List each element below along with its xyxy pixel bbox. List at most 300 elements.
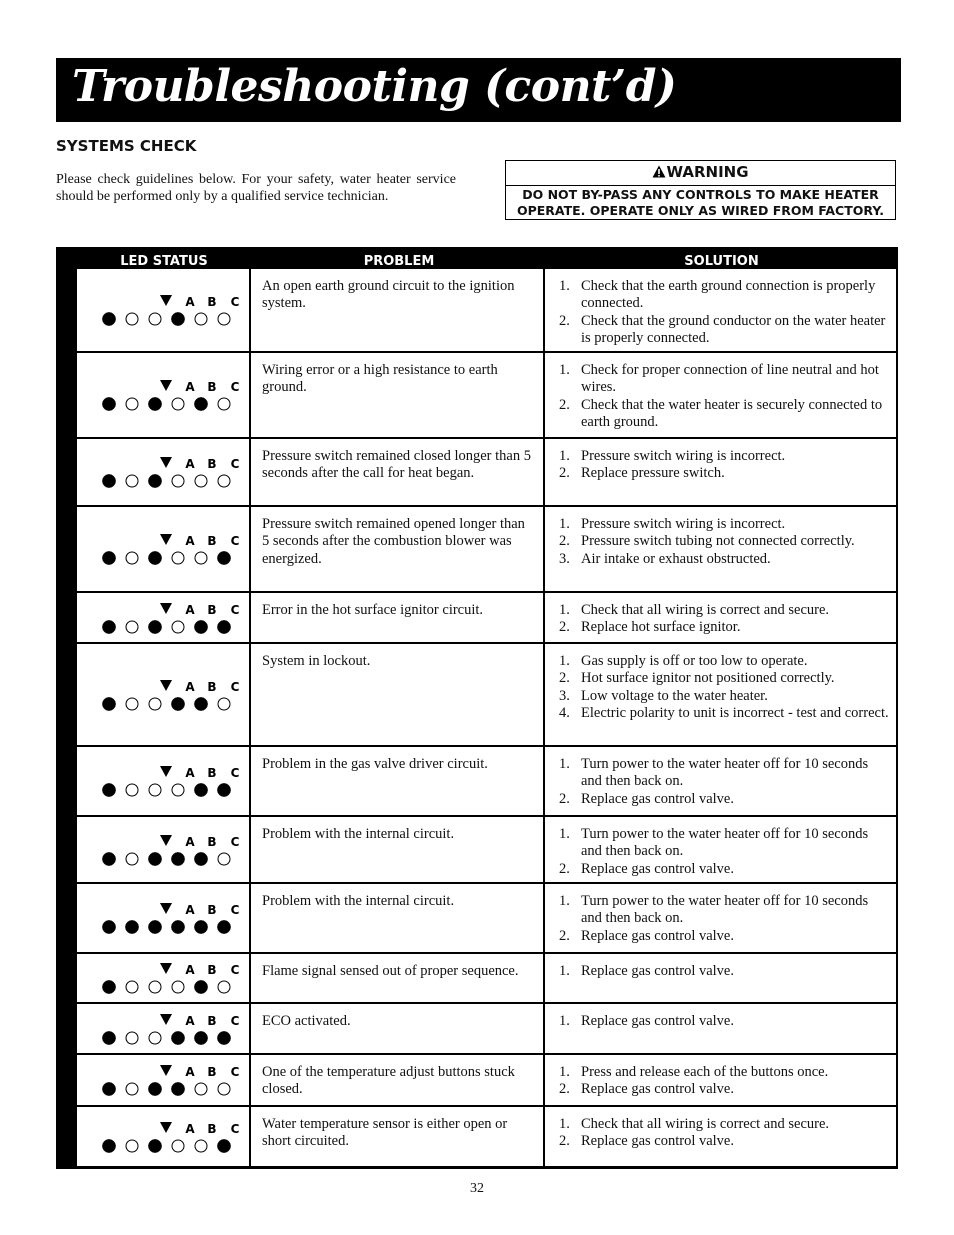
solution-number: 2. [559,927,570,944]
troubleshooting-table [56,247,898,1169]
led-letter-a: A [185,680,195,694]
led-letter-b: B [207,1014,217,1028]
led-letter-c: C [230,603,240,617]
led-on [171,1082,184,1095]
table-row [77,439,896,507]
led-on [148,1082,161,1095]
led-status-cell [77,1055,251,1105]
solution-number: 1. [559,653,570,669]
solution-item [557,313,890,348]
led-off [195,475,207,487]
led-off [172,621,184,633]
down-arrow-icon [160,680,172,691]
led-on [102,474,115,487]
led-off [218,398,230,410]
led-status-cell [77,747,251,815]
led-on [102,980,115,993]
led-on [194,397,207,410]
page-number: 32 [470,1181,484,1196]
led-letter-c: C [230,680,240,694]
led-off [149,784,161,796]
led-off [126,475,138,487]
table-row [77,954,896,1004]
led-letter-a: A [185,457,195,471]
led-on [102,697,115,710]
led-off [126,981,138,993]
led-indicator [97,1063,240,1097]
solution-text: Low voltage to the water heater. [581,687,768,704]
header-solution: SOLUTION [684,254,759,269]
solution-list [557,602,890,637]
solution-list [557,362,890,431]
led-status-cell [77,1107,251,1166]
solution-list [557,826,890,878]
solution-item [557,826,890,861]
down-arrow-icon [160,457,172,468]
table-row [77,644,896,747]
led-off [195,1140,207,1152]
led-letter-a: A [185,603,195,617]
led-diagram [97,1063,240,1097]
problem-cell: Error in the hot surface ignitor circuit. [253,593,545,642]
led-diagram [97,961,240,995]
led-indicator [97,901,240,935]
led-on [102,1031,115,1044]
led-on [102,1139,115,1152]
solution-item [557,1013,890,1030]
section-title: SYSTEMS CHECK [56,137,197,155]
led-status-cell [77,644,251,745]
solution-cell [547,593,896,642]
down-arrow-icon [160,1065,172,1076]
solution-number: 2. [559,1133,570,1150]
led-on [148,920,161,933]
solution-number: 1. [559,826,570,842]
solution-list [557,448,890,483]
table-row [77,1055,896,1107]
solution-text: Replace gas control valve. [581,1013,734,1029]
solution-text: Replace gas control valve. [581,963,734,979]
led-on [217,1139,230,1152]
led-status-cell [77,1004,251,1053]
solution-number: 2. [559,396,570,413]
led-off [126,1032,138,1044]
solution-number: 2. [559,465,570,482]
led-letter-c: C [230,1122,240,1136]
led-letter-a: A [185,380,195,394]
solution-item [557,756,890,791]
led-off [218,1083,230,1095]
solution-list [557,1013,890,1030]
led-off [218,698,230,710]
led-indicator [97,961,240,995]
solution-item [557,619,890,636]
solution-number: 3. [559,687,570,704]
solution-cell [547,269,896,351]
led-on [102,783,115,796]
solution-item [557,688,890,705]
led-status-cell [77,507,251,591]
solution-item [557,397,890,432]
led-on [194,1031,207,1044]
led-off [172,1140,184,1152]
led-diagram [97,601,240,635]
solution-text: Replace gas control valve. [581,1133,734,1150]
led-on [217,620,230,633]
led-on [171,697,184,710]
problem-cell: Problem with the internal circuit. [253,884,545,952]
problem-cell: One of the temperature adjust buttons stuck closed. [253,1055,545,1105]
solution-cell [547,644,896,745]
table-body [77,269,896,1168]
led-status-cell [77,817,251,882]
led-on [194,783,207,796]
warning-triangle-icon [652,165,666,178]
warning-line-2: OPERATE. OPERATE ONLY AS WIRED FROM FACTORY. [516,203,885,218]
solution-number: 1. [559,893,570,909]
solution-item [557,670,890,687]
led-off [126,621,138,633]
title-banner [56,58,901,122]
led-status-cell [77,439,251,505]
solution-text: Check that the earth ground connection is properly connected. [581,278,876,312]
led-indicator [97,833,240,867]
led-status-cell [77,353,251,437]
solution-item [557,791,890,808]
led-off [172,475,184,487]
led-letter-a: A [185,1122,195,1136]
led-status-cell [77,954,251,1002]
led-off [218,853,230,865]
down-arrow-icon [160,380,172,391]
led-off [172,552,184,564]
problem-cell: Flame signal sensed out of proper sequence. [253,954,545,1002]
solution-number: 1. [559,448,570,464]
led-on [217,920,230,933]
led-off [149,698,161,710]
solution-text: Replace hot surface ignitor. [581,619,741,636]
table-row [77,747,896,817]
led-letter-c: C [230,295,240,309]
led-on [102,551,115,564]
led-off [126,1083,138,1095]
led-off [126,698,138,710]
solution-item [557,465,890,482]
led-on [148,551,161,564]
solution-item [557,928,890,945]
solution-list [557,756,890,808]
led-letter-b: B [207,534,217,548]
led-diagram [97,293,240,327]
led-letter-c: C [230,457,240,471]
solution-number: 1. [559,602,570,618]
down-arrow-icon [160,1014,172,1025]
solution-text: Check that all wiring is correct and secure. [581,602,830,618]
solution-item [557,602,890,619]
led-off [126,1140,138,1152]
solution-item [557,893,890,928]
problem-cell: Problem in the gas valve driver circuit. [253,747,545,815]
led-letter-c: C [230,380,240,394]
solution-list [557,653,890,722]
led-indicator [97,601,240,635]
solution-item [557,1064,890,1081]
solution-cell [547,1055,896,1105]
solution-text: Pressure switch tubing not connected correctly. [581,533,855,550]
table-row [77,1004,896,1055]
solution-item [557,705,890,722]
solution-cell [547,884,896,952]
led-letter-c: C [230,903,240,917]
solution-text: Turn power to the water heater off for 10 seconds and then back on. [581,826,869,860]
solution-cell [547,439,896,505]
led-letter-a: A [185,1014,195,1028]
led-letter-b: B [207,1122,217,1136]
led-off [126,853,138,865]
led-letter-a: A [185,963,195,977]
led-letter-a: A [185,766,195,780]
problem-cell: Problem with the internal circuit. [253,817,545,882]
led-diagram [97,1012,240,1046]
problem-cell: System in lockout. [253,644,545,745]
led-on [148,397,161,410]
solution-item [557,861,890,878]
solution-number: 1. [559,516,570,532]
led-letter-a: A [185,903,195,917]
table-row [77,507,896,593]
down-arrow-icon [160,295,172,306]
led-on [194,920,207,933]
solution-item [557,1081,890,1098]
led-letter-a: A [185,1065,195,1079]
down-arrow-icon [160,963,172,974]
led-letter-a: A [185,534,195,548]
led-indicator [97,378,240,412]
solution-number: 1. [559,1064,570,1080]
led-on [102,1082,115,1095]
solution-text: Pressure switch wiring is incorrect. [581,516,786,532]
solution-item [557,516,890,533]
led-diagram [97,455,240,489]
solution-list [557,893,890,945]
led-indicator [97,1012,240,1046]
solution-text: Replace gas control valve. [581,860,734,877]
solution-cell [547,817,896,882]
led-status-cell [77,884,251,952]
problem-cell: Pressure switch remained closed longer than 5 seconds after the call for heat began. [253,439,545,505]
solution-number: 1. [559,278,570,294]
solution-text: Replace gas control valve. [581,1081,734,1098]
solution-number: 2. [559,670,570,687]
led-off [195,552,207,564]
led-letter-b: B [207,1065,217,1079]
solution-list [557,516,890,568]
led-off [126,784,138,796]
led-on [217,1031,230,1044]
solution-item [557,551,890,568]
led-letter-b: B [207,603,217,617]
solution-text: Turn power to the water heater off for 10 seconds and then back on. [581,756,869,790]
solution-text: Hot surface ignitor not positioned correctly. [581,670,835,687]
led-off [172,398,184,410]
solution-list [557,1064,890,1099]
led-letter-a: A [185,295,195,309]
warning-heading [506,161,895,186]
led-on [148,474,161,487]
solution-item [557,653,890,670]
led-diagram [97,378,240,412]
problem-cell: Water temperature sensor is either open or short circuited. [253,1107,545,1166]
table-row [77,269,896,353]
led-diagram [97,901,240,935]
down-arrow-icon [160,1122,172,1133]
led-off [149,981,161,993]
solution-item [557,448,890,465]
led-letter-c: C [230,766,240,780]
table-row [77,817,896,884]
solution-text: Electric polarity to unit is incorrect - test and correct. [581,704,889,721]
solution-list [557,278,890,347]
solution-number: 2. [559,790,570,807]
led-off [218,313,230,325]
solution-number: 2. [559,619,570,636]
led-off [195,313,207,325]
led-indicator [97,455,240,489]
led-on [217,783,230,796]
led-on [194,620,207,633]
problem-cell: Wiring error or a high resistance to earth ground. [253,353,545,437]
led-on [102,397,115,410]
led-off [195,1083,207,1095]
solution-text: Gas supply is off or too low to operate. [581,653,808,669]
led-diagram [97,1120,240,1154]
led-off [172,784,184,796]
solution-number: 1. [559,1116,570,1132]
solution-number: 1. [559,1013,570,1029]
led-letter-b: B [207,766,217,780]
solution-number: 1. [559,756,570,772]
led-off [149,1032,161,1044]
led-indicator [97,532,240,566]
solution-number: 4. [559,704,570,721]
led-diagram [97,678,240,712]
warning-line-1: DO NOT BY-PASS ANY CONTROLS TO MAKE HEATER [522,187,879,202]
led-letter-b: B [207,680,217,694]
led-on [194,852,207,865]
problem-cell: Pressure switch remained opened longer than 5 seconds after the combustion blower was energized. [253,507,545,591]
solution-number: 3. [559,550,570,567]
solution-text: Check that all wiring is correct and secure. [581,1116,830,1132]
down-arrow-icon [160,766,172,777]
solution-item [557,533,890,550]
led-off [218,475,230,487]
solution-cell [547,507,896,591]
solution-item [557,362,890,397]
led-indicator [97,293,240,327]
led-letter-b: B [207,963,217,977]
table-row [77,884,896,954]
led-letter-b: B [207,380,217,394]
page-title: Troubleshooting (cont’d) [72,61,677,112]
led-on [102,852,115,865]
warning-heading-text: WARNING [666,163,749,181]
led-on [171,920,184,933]
table-row [77,353,896,439]
led-status-cell [77,269,251,351]
led-diagram [97,532,240,566]
solution-number: 2. [559,312,570,329]
led-letter-c: C [230,963,240,977]
solution-text: Replace gas control valve. [581,927,734,944]
led-letter-c: C [230,534,240,548]
warning-body [506,186,895,219]
solution-list [557,1116,890,1151]
solution-text: Air intake or exhaust obstructed. [581,550,771,567]
solution-text: Check for proper connection of line neutral and hot wires. [581,362,879,396]
table-row [77,593,896,644]
down-arrow-icon [160,534,172,545]
solution-item [557,278,890,313]
led-on [171,312,184,325]
header-led-status: LED STATUS [120,254,208,269]
led-letter-b: B [207,457,217,471]
solution-cell [547,1107,896,1166]
intro-text: Please check guidelines below. For your safety, water heater service should be performed only by a qualified service technician. [56,172,456,204]
led-indicator [97,678,240,712]
led-off [126,398,138,410]
led-letter-b: B [207,903,217,917]
led-letter-b: B [207,295,217,309]
solution-text: Pressure switch wiring is incorrect. [581,448,786,464]
led-diagram [97,764,240,798]
led-on [194,697,207,710]
led-off [149,313,161,325]
solution-number: 1. [559,362,570,378]
solution-number: 1. [559,963,570,979]
solution-item [557,1116,890,1133]
led-on [171,1031,184,1044]
led-on [102,312,115,325]
led-on [217,551,230,564]
led-off [126,313,138,325]
solution-item [557,1133,890,1150]
led-on [148,620,161,633]
led-on [102,920,115,933]
led-letter-b: B [207,835,217,849]
led-off [126,552,138,564]
solution-list [557,963,890,980]
header-problem: PROBLEM [363,254,435,269]
solution-number: 2. [559,533,570,550]
problem-cell: An open earth ground circuit to the ignition system. [253,269,545,351]
solution-text: Check that the water heater is securely connected to earth ground. [581,396,883,430]
led-off [218,981,230,993]
solution-number: 2. [559,860,570,877]
solution-cell [547,353,896,437]
led-indicator [97,1120,240,1154]
down-arrow-icon [160,903,172,914]
table-row [77,1107,896,1168]
led-letter-c: C [230,835,240,849]
led-on [194,980,207,993]
down-arrow-icon [160,835,172,846]
solution-cell [547,954,896,1002]
led-letter-a: A [185,835,195,849]
led-status-cell [77,593,251,642]
led-on [148,1139,161,1152]
solution-text: Replace gas control valve. [581,790,734,807]
led-diagram [97,833,240,867]
